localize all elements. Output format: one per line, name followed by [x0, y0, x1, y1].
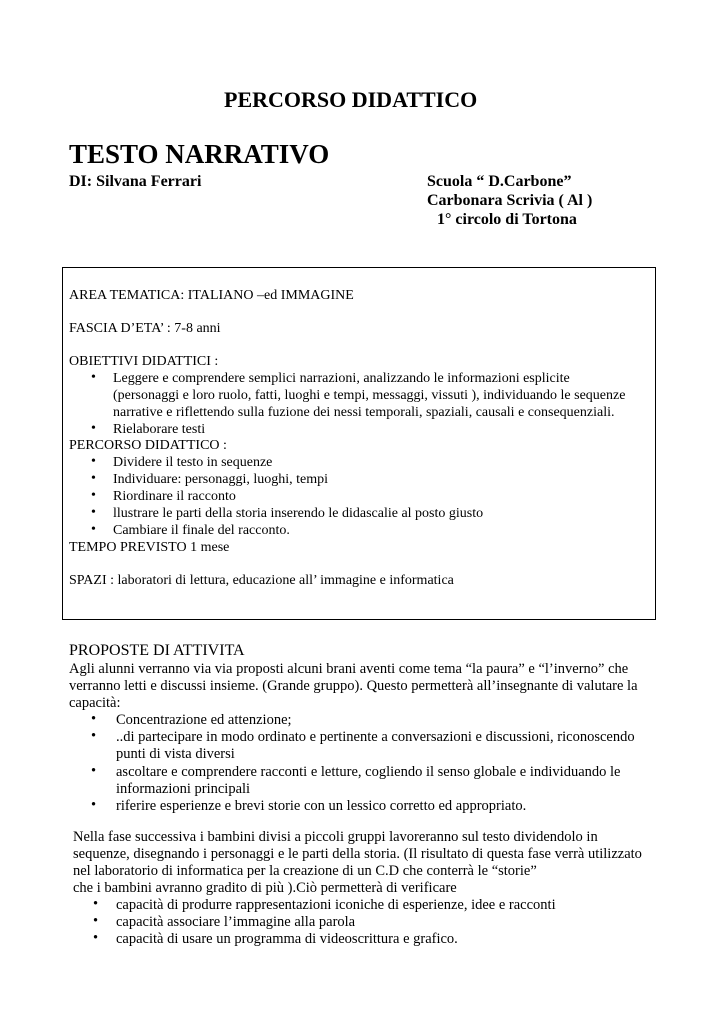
bullet: • — [91, 711, 97, 727]
tempo-previsto: TEMPO PREVISTO 1 mese — [69, 540, 230, 555]
percorso-item: Riordinare il racconto — [113, 489, 236, 504]
bullet: • — [91, 471, 96, 486]
verifica-item: capacità associare l’immagine alla parola — [116, 914, 356, 930]
fascia-eta: FASCIA D’ETA’ : 7-8 anni — [69, 321, 221, 336]
obiettivi-label: OBIETTIVI DIDATTICI : — [69, 354, 219, 369]
intro-line: capacità: — [69, 695, 121, 711]
bullet: • — [91, 797, 97, 813]
bullet: • — [91, 488, 96, 503]
school-name: Scuola “ D.Carbone” — [427, 173, 572, 190]
author: DI: Silvana Ferrari — [69, 173, 202, 190]
page-title: PERCORSO DIDATTICO — [224, 87, 478, 112]
obiettivo-item: Leggere e comprendere semplici narrazioni, analizzando le informazioni esplicite — [113, 371, 570, 386]
bullet: • — [91, 454, 96, 469]
para2-line: che i bambini avranno gradito di più ).Ciò permetterà di verificare — [73, 880, 457, 896]
school-location: Carbonara Scrivia ( Al ) — [427, 192, 593, 209]
capacita-item: riferire esperienze e brevi storie con un lessico corretto ed appropriato. — [116, 798, 527, 814]
verifica-item: capacità di produrre rappresentazioni iconiche di esperienze, idee e racconti — [116, 897, 556, 913]
capacita-item: Concentrazione ed attenzione; — [116, 712, 292, 728]
percorso-item: Individuare: personaggi, luoghi, tempi — [113, 472, 329, 487]
bullet: • — [91, 728, 97, 744]
obiettivo-item-cont: narrative e riflettendo sulla fuzione dei nessi temporali, spaziali, causali e consequenziali. — [113, 405, 615, 420]
capacita-item: ..di partecipare in modo ordinato e pertinente a conversazioni e discussioni, riconoscendo — [116, 729, 635, 745]
verifica-item: capacità di usare un programma di videoscrittura e grafico. — [116, 931, 458, 947]
bullet: • — [91, 522, 96, 537]
document-subtitle: TESTO NARRATIVO — [69, 139, 330, 169]
spazi: SPAZI : laboratori di lettura, educazione all’ immagine e informatica — [69, 573, 454, 588]
obiettivo-item-cont: (personaggi e loro ruolo, fatti, luoghi e tempi, messaggi, vissuti ), individuando le sequenze — [113, 388, 626, 403]
para2-line: nel laboratorio di informatica per la creazione di un C.D che conterrà le “storie” — [73, 863, 537, 879]
percorso-item: Cambiare il finale del racconto. — [113, 523, 290, 538]
para2-line: sequenze, disegnando i personaggi e le parti della storia. (Il risultato di questa fase verrà utilizzato — [73, 846, 642, 862]
bullet: • — [93, 913, 99, 929]
percorso-item: Dividere il testo in sequenze — [113, 455, 273, 470]
intro-line: Agli alunni verranno via via proposti alcuni brani aventi come tema “la paura” e “l’inverno” che — [69, 661, 629, 677]
bullet: • — [91, 370, 96, 385]
percorso-item: llustrare le parti della storia inserendo le didascalie al posto giusto — [113, 506, 484, 521]
school-circolo: 1° circolo di Tortona — [437, 211, 577, 228]
para2-line: Nella fase successiva i bambini divisi a piccoli gruppi lavoreranno sul testo dividendolo in — [73, 829, 598, 845]
bullet: • — [91, 763, 97, 779]
intro-line: verranno letti e discussi insieme. (Grande gruppo). Questo permetterà all’insegnante di valutare la — [69, 678, 638, 694]
percorso-label: PERCORSO DIDATTICO : — [69, 438, 227, 453]
capacita-item-cont: punti di vista diversi — [116, 746, 235, 762]
bullet: • — [93, 930, 99, 946]
bullet: • — [91, 505, 96, 520]
proposte-heading: PROPOSTE DI ATTIVITA — [69, 642, 245, 659]
area-tematica: AREA TEMATICA: ITALIANO –ed IMMAGINE — [69, 288, 354, 303]
obiettivo-item: Rielaborare testi — [113, 422, 206, 437]
capacita-item-cont: informazioni principali — [116, 781, 251, 797]
bullet: • — [91, 421, 96, 436]
bullet: • — [93, 896, 99, 912]
capacita-item: ascoltare e comprendere racconti e letture, cogliendo il senso globale e individuando le — [116, 764, 621, 780]
